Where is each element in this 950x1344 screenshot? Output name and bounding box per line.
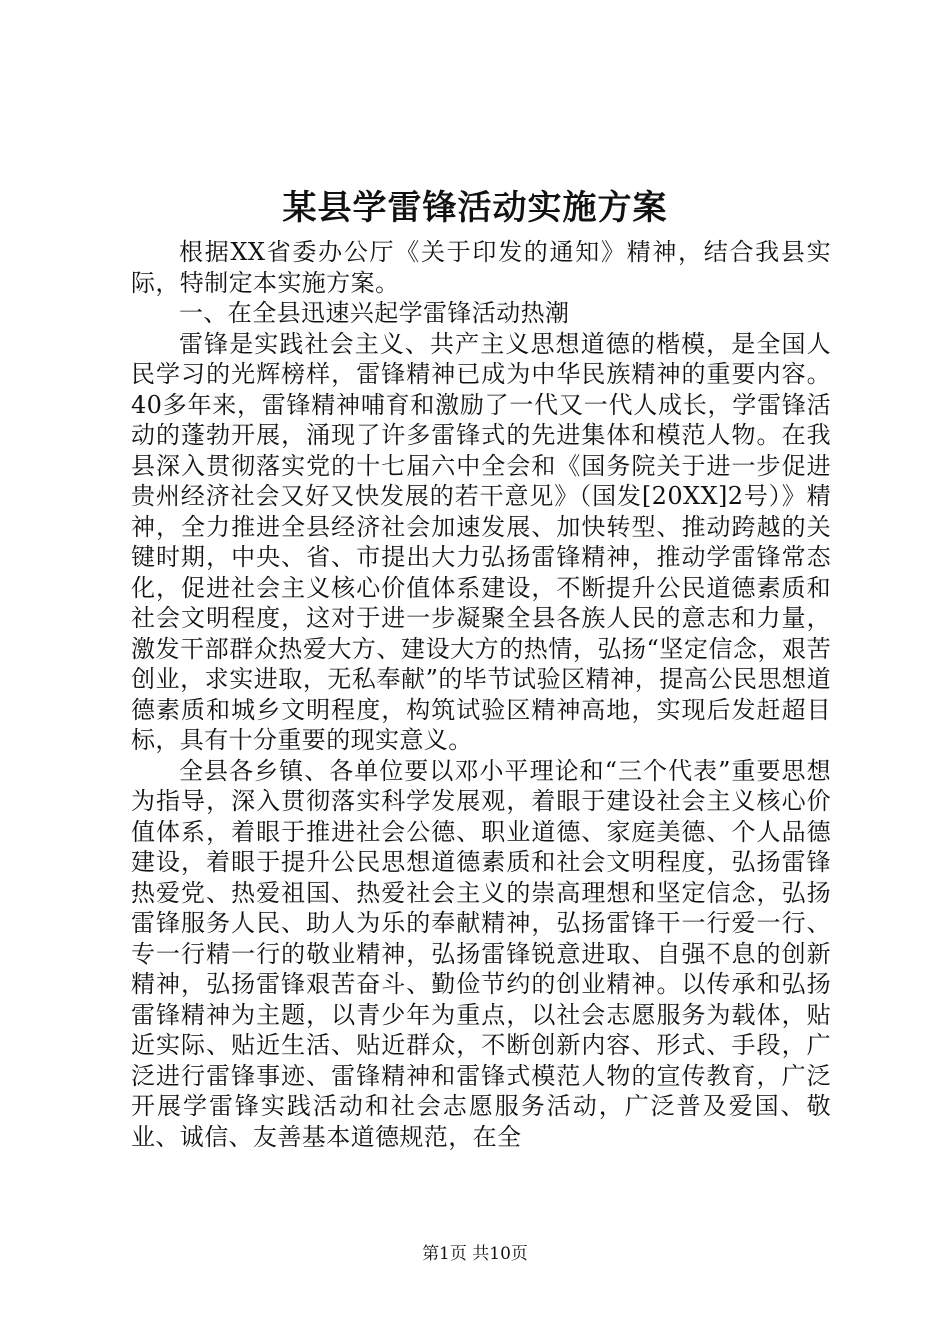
document-title: 某县学雷锋活动实施方案 — [282, 188, 668, 228]
document-body — [131, 237, 831, 1152]
paragraph-significance: 雷锋是实践社会主义、共产主义思想道德的楷模，是全国人民学习的光辉榜样，雷锋精神已成为中华民族精神的重要内容。40多年来，雷锋精神哺育和激励了一代又一代人成长，学雷锋活动的蓬勃开展，涌现了许多雷锋式的先进集体和模范人物。在我县深入贯彻落实党的十七届六中全会和《国务院关于进一步促进贵州经济社会又好又快发展的若干意见》（国发[20XX]2号）》精神，全力推进全县经济社会加速发展、加快转型、推动跨越的关键时期，中央、省、市提出大力弘扬雷锋精神，推动学雷锋常态化，促进社会主义核心价值体系建设，不断提升公民道德素质和社会文明程度，这对于进一步凝聚全县各族人民的意志和力量，激发干部群众热爱大方、建设大方的热情，弘扬“坚定信念，艰苦创业，求实进取，无私奉献”的毕节试验区精神，提高公民思想道德素质和城乡文明程度，构筑试验区精神高地，实现后发赶超目标，具有十分重要的现实意义。 — [131, 329, 831, 754]
paragraph-guidance: 全县各乡镇、各单位要以邓小平理论和“三个代表”重要思想为指导，深入贯彻落实科学发展观，着眼于建设社会主义核心价值体系，着眼于推进社会公德、职业道德、家庭美德、个人品德建设，着眼于提升公民思想道德素质和社会文明程度，弘扬雷锋热爱党、热爱祖国、热爱社会主义的崇高理想和坚定信念，弘扬雷锋服务人民、助人为乐的奉献精神，弘扬雷锋干一行爱一行、专一行精一行的敬业精神，弘扬雷锋锐意进取、自强不息的创新精神，弘扬雷锋艰苦奋斗、勤俭节约的创业精神。以传承和弘扬雷锋精神为主题，以青少年为重点，以社会志愿服务为载体，贴近实际、贴近生活、贴近群众，不断创新内容、形式、手段，广泛进行雷锋事迹、雷锋精神和雷锋式模范人物的宣传教育，广泛开展学雷锋实践活动和社会志愿服务活动，广泛普及爱国、敬业、诚信、友善基本道德规范，在全 — [131, 756, 831, 1151]
section-heading-1: 一、在全县迅速兴起学雷锋活动热潮 — [179, 299, 570, 327]
page-footer: 第1页 共10页 — [422, 1244, 528, 1264]
paragraph-intro: 根据XX省委办公厅《关于印发的通知》精神，结合我县实际，特制定本实施方案。 — [131, 238, 831, 297]
